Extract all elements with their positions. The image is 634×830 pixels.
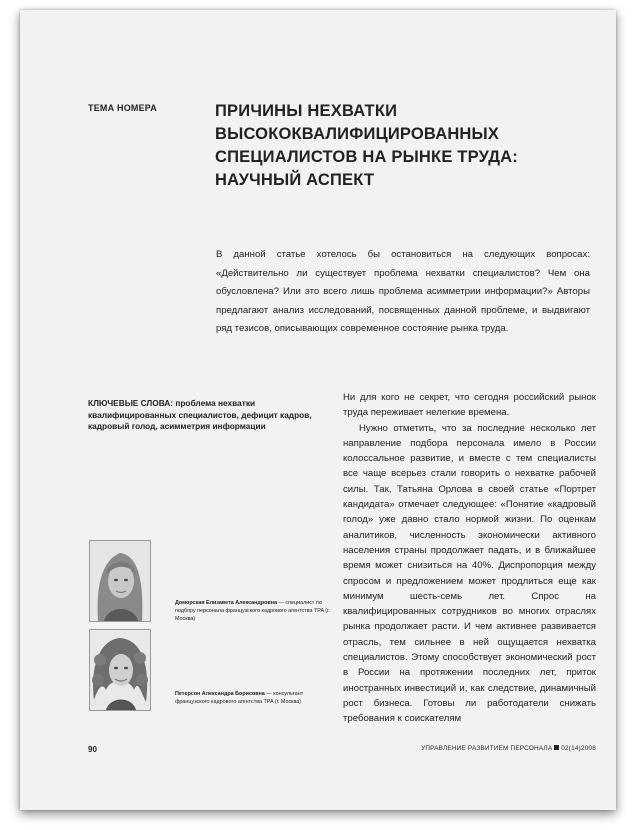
page-number: 90 — [88, 745, 97, 754]
title-line: СПЕЦИАЛИСТОВ НА РЫНКЕ ТРУДА: — [215, 148, 518, 166]
keywords: КЛЮЧЕВЫЕ СЛОВА: проблема нехватки квалифицированных специалистов, дефицит кадров, кадровый голод, асимметрия информации — [88, 398, 312, 431]
author-role: — специалист по подбору персонала французского кадрового агентства TPA (г. Москва) — [175, 600, 330, 623]
body-paragraph: Нужно отметить, что за последние несколько лет направление подбора персонала имело в России колоссальное развитие, и вместе с тем специалисты все чаще всерьез стали говорить о нехватке рабочей силы. Так, Татьяна Орлова в своей статье «Портрет кандидата» отмечает следующее: «Понятие «кадровый голод» уже давно стало нормой жизни. По оценкам аналитиков, численность экономически активного населения страны продолжает падать, и в ближайшее время может снизиться на 40%. Диспропорция между спросом и предложением может продлиться еще как минимум шесть-семь лет. Спрос на квалифицированных сотрудников во многих отраслях рынка продолжает расти. И чем активнее развивается отрасль, тем сильнее в ней ощущается нехватка специалистов. Этому способствует экономический рост в России на протяжении последних лет, приток иностранных инвестиций и, как следствие, динамичный рост бизнеса. Готовы ли работодатели снижать требования к соискателям — [343, 422, 596, 725]
body-paragraph: Ни для кого не секрет, что сегодня российский рынок труда переживает нелегкие времена. — [343, 392, 596, 419]
author-caption — [175, 690, 335, 706]
square-bullet-icon — [554, 745, 559, 750]
journal-name: УПРАВЛЕНИЕ РАЗВИТИЕМ ПЕРСОНАЛА — [421, 745, 553, 752]
article-title — [215, 100, 595, 192]
running-footer — [421, 745, 596, 752]
issue-number: 02(14)2008 — [561, 745, 596, 752]
author-name: Петерсон Александра Борисовна — [175, 691, 265, 697]
author-role: — консультант французского кадрового агентства TPA (г. Москва) — [175, 691, 304, 706]
author-caption — [175, 599, 335, 624]
title-line: ПРИЧИНЫ НЕХВАТКИ — [215, 102, 398, 120]
article-body — [343, 390, 596, 727]
author-photo — [89, 629, 151, 711]
article-lead: В данной статье хотелось бы остановиться на следующих вопросах: «Действительно ли существует проблема нехватки специалистов? Чем она обусловлена? Или это всего лишь проблема асимметрии информации?» Авторы предлагают анализ исследований, посвященных данной проблеме, и выдвигают ряд тезисов, описывающих современное состояние рынка труда. — [216, 249, 590, 335]
author-photo — [89, 540, 151, 622]
magazine-page — [20, 10, 616, 810]
section-label: ТЕМА НОМЕРА — [88, 103, 157, 113]
title-line: ВЫСОКОКВАЛИФИЦИРОВАННЫХ — [215, 125, 500, 143]
author-name: Доморская Елизавета Александровна — [175, 600, 277, 606]
title-line: НАУЧНЫЙ АСПЕКТ — [215, 171, 375, 189]
